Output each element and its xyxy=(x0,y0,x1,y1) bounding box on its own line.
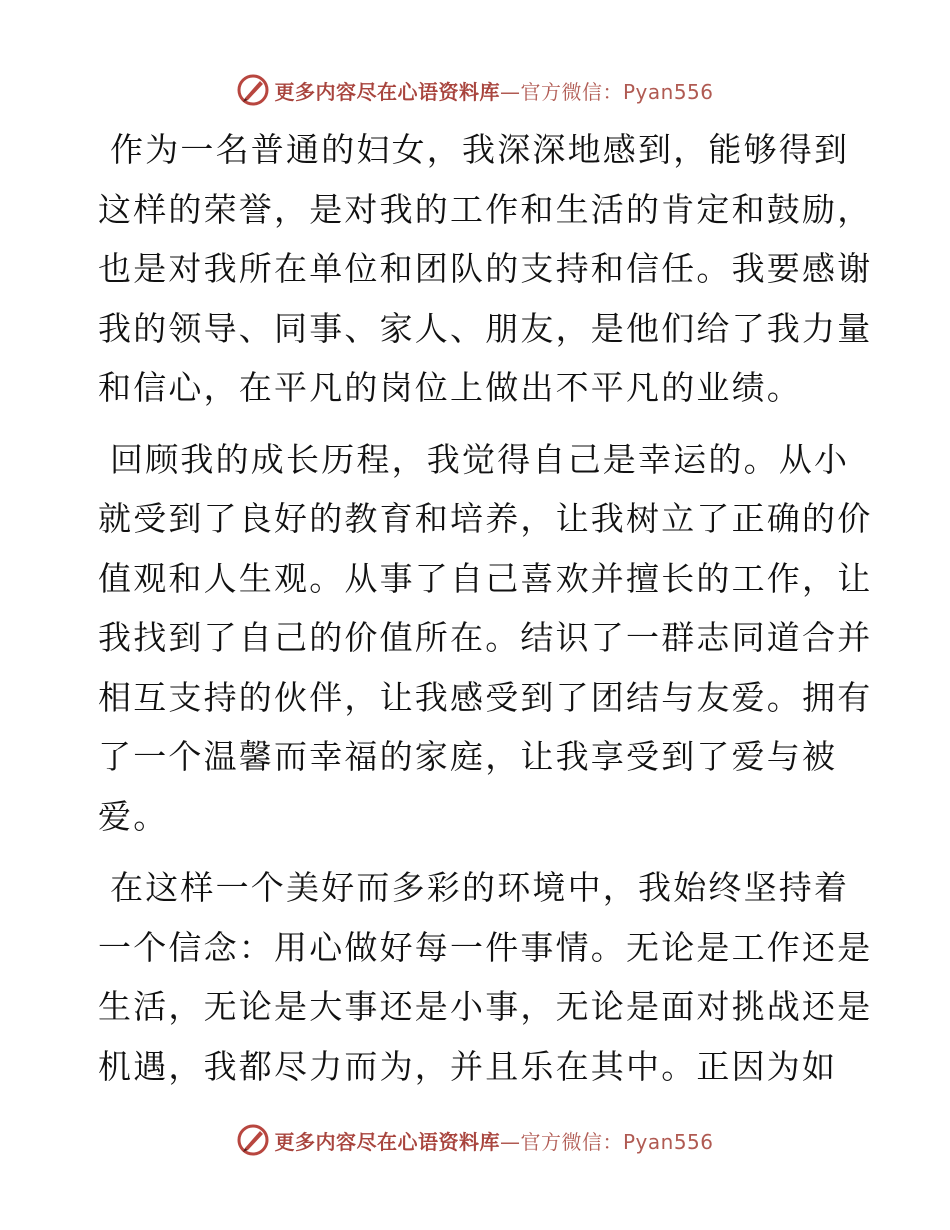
watermark-tail: 官方微信： xyxy=(520,79,623,104)
paragraph-3 xyxy=(98,858,873,1096)
text-line: 我找到了自己的价值所在。结识了一群志同道合并 xyxy=(98,618,873,657)
watermark-dash: — xyxy=(499,1129,521,1154)
text-line: 也是对我所在单位和团队的支持和信任。我要感谢 xyxy=(98,249,873,288)
watermark-tail: 官方微信： xyxy=(520,1129,623,1154)
watermark-id: Pyan556 xyxy=(622,1129,714,1154)
document-body xyxy=(98,120,873,1108)
header-watermark xyxy=(0,70,950,110)
text-line: 这样的荣誉，是对我的工作和生活的肯定和鼓励， xyxy=(98,189,873,229)
text-line: 相互支持的伙伴，让我感受到了团结与友爱。拥有 xyxy=(98,677,873,717)
text-line: 在这样一个美好而多彩的环境中，我始终坚持着 xyxy=(110,868,850,907)
paragraph-2 xyxy=(98,430,873,847)
text-line: 就受到了良好的教育和培养，让我树立了正确的价 xyxy=(98,499,873,538)
watermark-lead: 更多内容尽在心语资料库 xyxy=(274,1129,500,1154)
footer-watermark xyxy=(0,1120,950,1160)
text-line: 作为一名普通的妇女，我深深地感到，能够得到 xyxy=(110,130,850,169)
paragraph-1 xyxy=(98,120,873,418)
watermark-id: Pyan556 xyxy=(622,79,714,104)
quill-pen-logo-icon xyxy=(236,73,270,107)
watermark-text xyxy=(274,76,713,105)
text-line: 机遇，我都尽力而为，并且乐在其中。正因为如 xyxy=(98,1046,838,1086)
text-line: 一个信念：用心做好每一件事情。无论是工作还是 xyxy=(98,927,873,967)
watermark-lead: 更多内容尽在心语资料库 xyxy=(274,79,500,104)
watermark-text xyxy=(274,1126,713,1155)
text-line: 生活，无论是大事还是小事，无论是面对挑战还是 xyxy=(98,987,873,1026)
watermark-dash: — xyxy=(499,79,521,104)
text-line: 和信心，在平凡的岗位上做出不平凡的业绩。 xyxy=(98,368,802,407)
quill-pen-logo-icon xyxy=(236,1123,270,1157)
text-line: 了一个温馨而幸福的家庭，让我享受到了爱与被 xyxy=(98,737,838,776)
text-line: 回顾我的成长历程，我觉得自己是幸运的。从小 xyxy=(110,439,850,479)
text-line: 我的领导、同事、家人、朋友，是他们给了我力量 xyxy=(98,308,873,348)
text-line: 值观和人生观。从事了自己喜欢并擅长的工作，让 xyxy=(98,558,873,598)
text-line: 爱。 xyxy=(98,796,169,836)
